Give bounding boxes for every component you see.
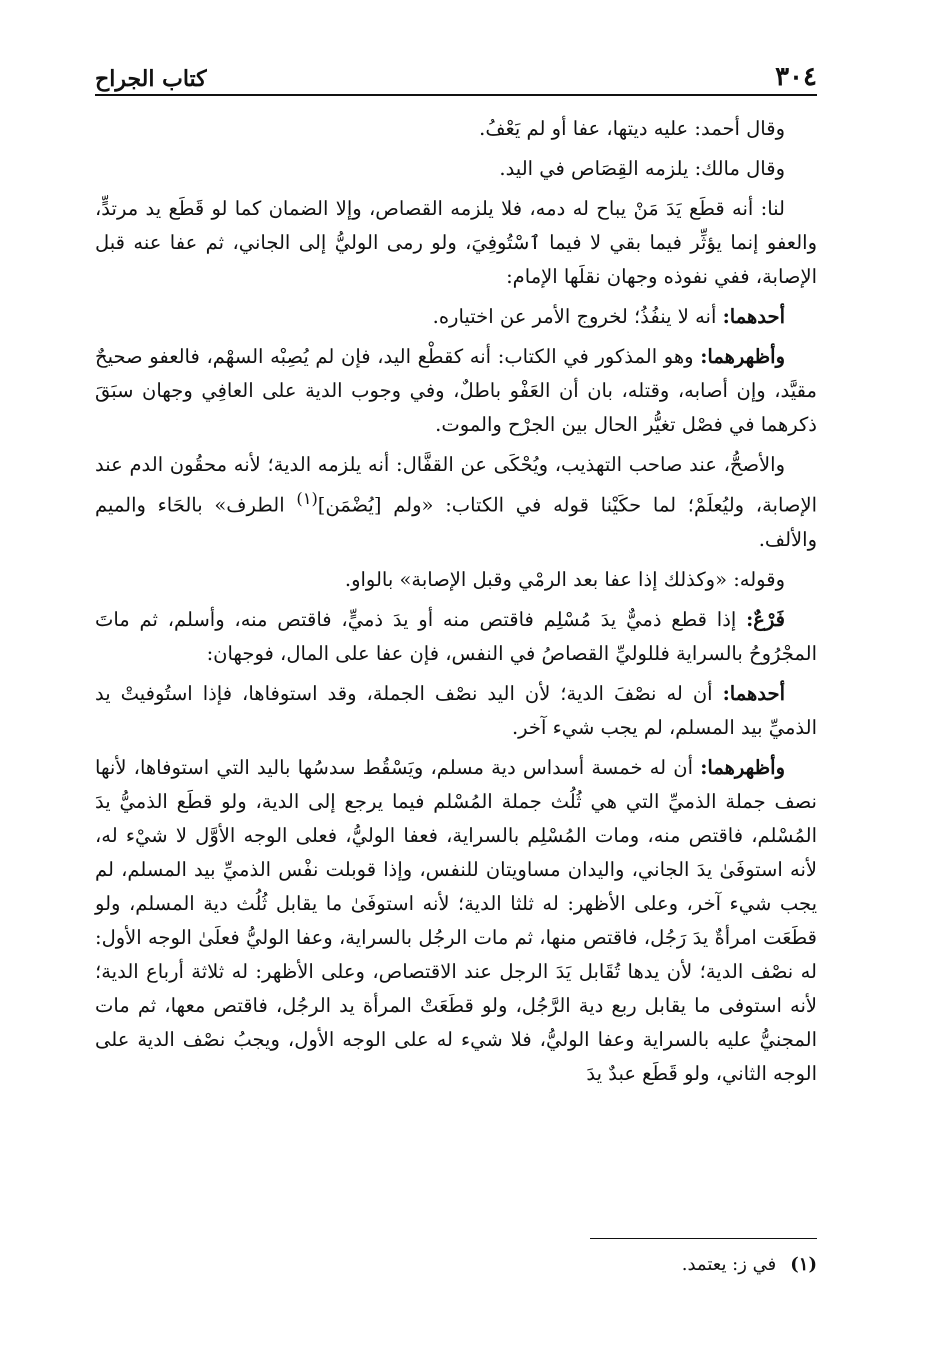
paragraph-text: أن له نصْفَ الدية؛ لأن اليد نصْف الجملة، وقد استوفاها، فإذا استُوفيتْ يد الذميِّ بيد المسلم، لم يجب شيء آخر. xyxy=(95,681,817,739)
paragraph-branch xyxy=(95,603,817,671)
paragraph-argument xyxy=(95,192,817,294)
paragraph-text: أن له خمسة أسداس دية مسلم، ويَسْقُط سدسُها باليد التي استوفاها، لأنها نصف جملة الذميِّ التي هي ثُلُث جملة المُسْلم فيما يرجع إلى الدية، ولو قطَع الذميُّ يدَ المُسْلم، فاقتص منه، ومات المُسْلِم بالسراية، فعفا الوليُّ، فعلى الوجه الأوَّل لا شيْء له، لأنه استوفَىٰ يدَ الجاني، واليدان مساويتان للنفس، وإذا قوبلت نفْس الذميِّ بيد المسلم، لم يجب شيء آخر، وعلى الأظهر: له ثلثا الدية؛ لأنه استوفَىٰ ما يقابل ثُلُث دية المسلم، ولو قطَعَت امرأةٌ يدَ رَجُل، فاقتص منها، ثم مات الرجُل بالسراية، وعفا الوليُّ فعلَىٰ الوجه الأول: له نصْف الدية؛ لأن يدها تُقَابل يَدَ الرجل عند الاقتصاص، وعلى الأظهر: له ثلاثة أرباع الدية؛ لأنه استوفى ما يقابل ربع دية الرَّجُل، ولو قطَعَتْ المرأة يد الرجُل، فاقتص معها، ثم مات المجنيُّ عليه بالسراية وعفا الوليُّ، فلا شيء له على الوجه الأول، ويجبُ نصْف الدية على الوجه الثاني، ولو قَطَع عبدٌ يدَ xyxy=(95,755,817,1085)
footnote xyxy=(95,1250,817,1280)
paragraph-text: والأصحُّ، عند صاحب التهذيب، ويُحْكَى عن القفَّال: أنه يلزمه الدية؛ لأنه محقُون الدم عند الإصابة، وليُعلَمْ؛ لما حكَيْنا قوله في الكتاب: «ولم [يُضْمَن] xyxy=(95,453,817,517)
paragraph-malik xyxy=(95,152,817,186)
paragraph-preferred-view xyxy=(95,340,817,442)
paragraph-first-opinion xyxy=(95,677,817,745)
paragraph-text: أنه لا ينفُذُ؛ لخروج الأمر عن اختياره. xyxy=(432,305,723,328)
paragraph-quote xyxy=(95,563,817,597)
paragraph-most-correct xyxy=(95,448,817,557)
paragraph-text: وقوله: «وكذلك إذا عفا بعد الرمْي وقبل الإصابة» بالواو. xyxy=(344,567,785,591)
footnote-reference: (١) xyxy=(296,489,318,508)
paragraph-lead: وأظهرهما: xyxy=(700,755,785,779)
paragraph-lead: أحدهما: xyxy=(722,681,785,705)
paragraph-text-continued: الطرف» بالحَاء والميم والألف. xyxy=(95,493,817,551)
paragraph-text: لنا: أنه قطَع يَدَ مَنْ يباح له دمه، فلا يلزمه القصاص، وإلا الضمان كما لو قَطَع يد مرتدٍّ، والعفو إنما يؤثِّر فيما بقي لا فيما ٱسْتُوفِيَ، ولو رمى الوليُّ إلى الجاني، ثم عفا عنه قبل الإصابة، ففي نفوذه وجهان نقلَها الإمام: xyxy=(95,197,817,288)
footnote-text: في ز: يعتمد. xyxy=(681,1254,777,1275)
page-header xyxy=(95,52,817,92)
page-number: ٣٠٤ xyxy=(775,62,817,92)
paragraph-second-opinion xyxy=(95,751,817,1091)
header-divider xyxy=(95,94,817,96)
main-text xyxy=(95,112,817,1097)
paragraph-lead: أحدهما: xyxy=(722,305,785,328)
paragraph-text: إذا قطع ذميٌّ يدَ مُسْلِم فاقتص منه أو يدَ ذميٍّ، فاقتص منه، وأسلم، ثم ماتَ المجْرُوحُ بالسراية فللوليِّ القصاصُ في النفس، فإن عفا على المال، فوجهان: xyxy=(95,607,817,665)
paragraph-lead: فَرْعٌ: xyxy=(746,607,785,631)
footnote-divider xyxy=(590,1238,817,1239)
paragraph-text: وقال أحمد: عليه ديتها، عفا أو لم يَعْفُ. xyxy=(479,117,785,140)
paragraph-text: وهو المذكور في الكتاب: أنه كقطْع اليد، فإن لم يُصِبْه السهْم، فالعفو صحيحٌ مقيَّد، وإن أصابه، وقتله، بان أن العَفْو باطلٌ، وفي وجوب الدية على العافِي وجهان سبَقَ ذكرهما في فصْل تغيُّر الحال بين الجرْح والموت. xyxy=(95,345,817,436)
footnote-mark: (١) xyxy=(790,1254,817,1275)
paragraph-lead: وأظهرهما: xyxy=(700,345,785,368)
paragraph-text: وقال مالك: يلزمه القِصَاص في اليد. xyxy=(499,157,785,180)
paragraph-ahmad xyxy=(95,112,817,146)
paragraph-first-view xyxy=(95,300,817,334)
running-title: كتاب الجراح xyxy=(95,66,207,92)
